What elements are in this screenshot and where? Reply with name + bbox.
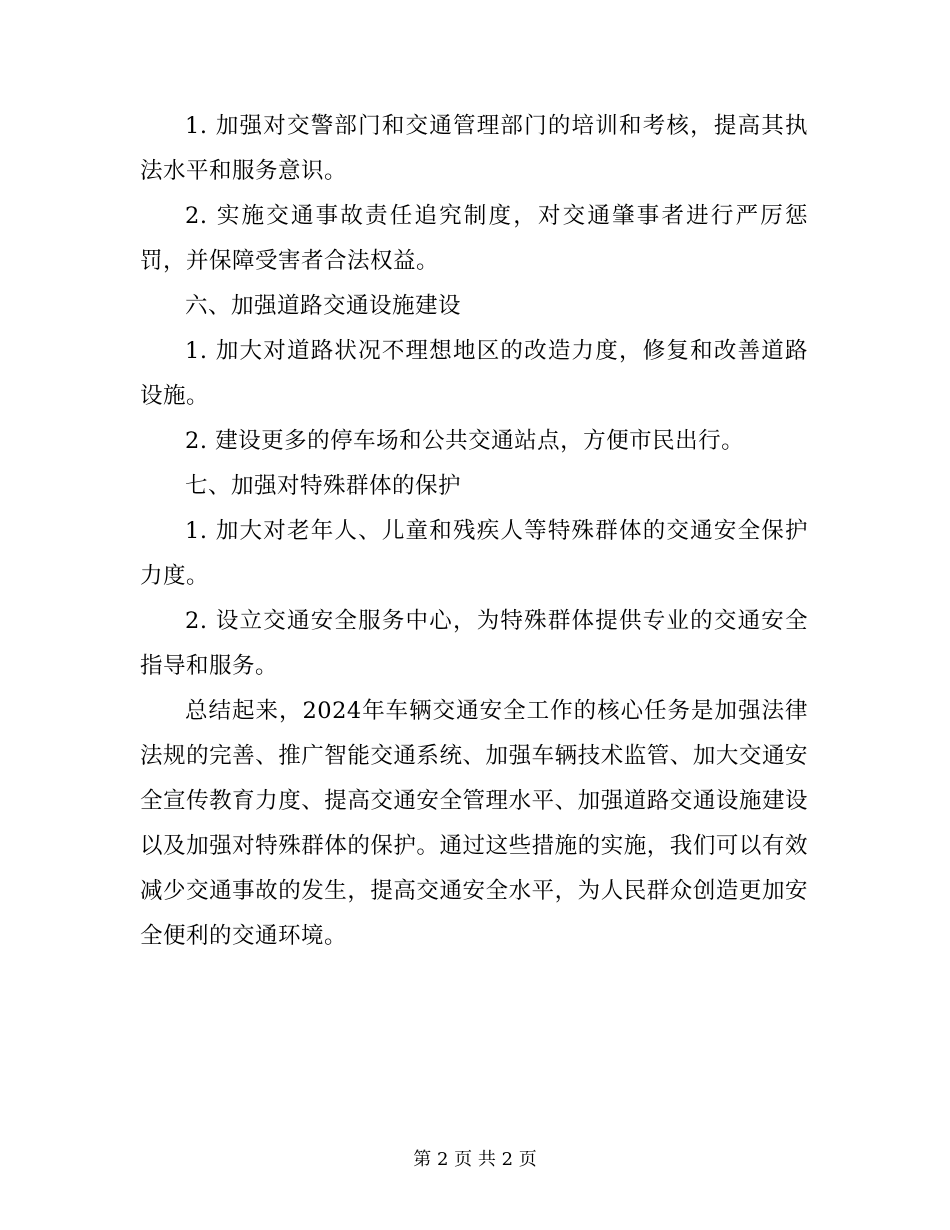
list-item-service-center: 2. 设立交通安全服务中心，为特殊群体提供专业的交通安全指导和服务。	[140, 608, 808, 679]
section-heading-special-groups: 七、加强对特殊群体的保护	[185, 473, 462, 499]
section-heading-infrastructure: 六、加强道路交通设施建设	[185, 293, 462, 319]
list-item-protection: 1. 加大对老年人、儿童和残疾人等特殊群体的交通安全保护力度。	[140, 518, 808, 589]
page-number-footer: 第 2 页 共 2 页	[413, 1149, 537, 1170]
list-item-accountability: 2. 实施交通事故责任追究制度，对交通肇事者进行严厉惩罚，并保障受害者合法权益。	[140, 203, 808, 274]
list-item-training: 1. 加强对交警部门和交通管理部门的培训和考核，提高其执法水平和服务意识。	[140, 113, 808, 184]
summary-paragraph: 总结起来，2024年车辆交通安全工作的核心任务是加强法律法规的完善、推广智能交通系统、加强车辆技术监管、加大交通安全宣传教育力度、提高交通安全管理水平、加强道路交通设施建设以及加强对特殊群体的保护。通过这些措施的实施，我们可以有效减少交通事故的发生，提高交通安全水平，为人民群众创造更加安全便利的交通环境。	[140, 698, 808, 949]
list-item-road-renovation: 1. 加大对道路状况不理想地区的改造力度，修复和改善道路设施。	[140, 338, 808, 409]
list-item-parking: 2. 建设更多的停车场和公共交通站点，方便市民出行。	[185, 428, 745, 454]
document-body	[140, 104, 808, 959]
